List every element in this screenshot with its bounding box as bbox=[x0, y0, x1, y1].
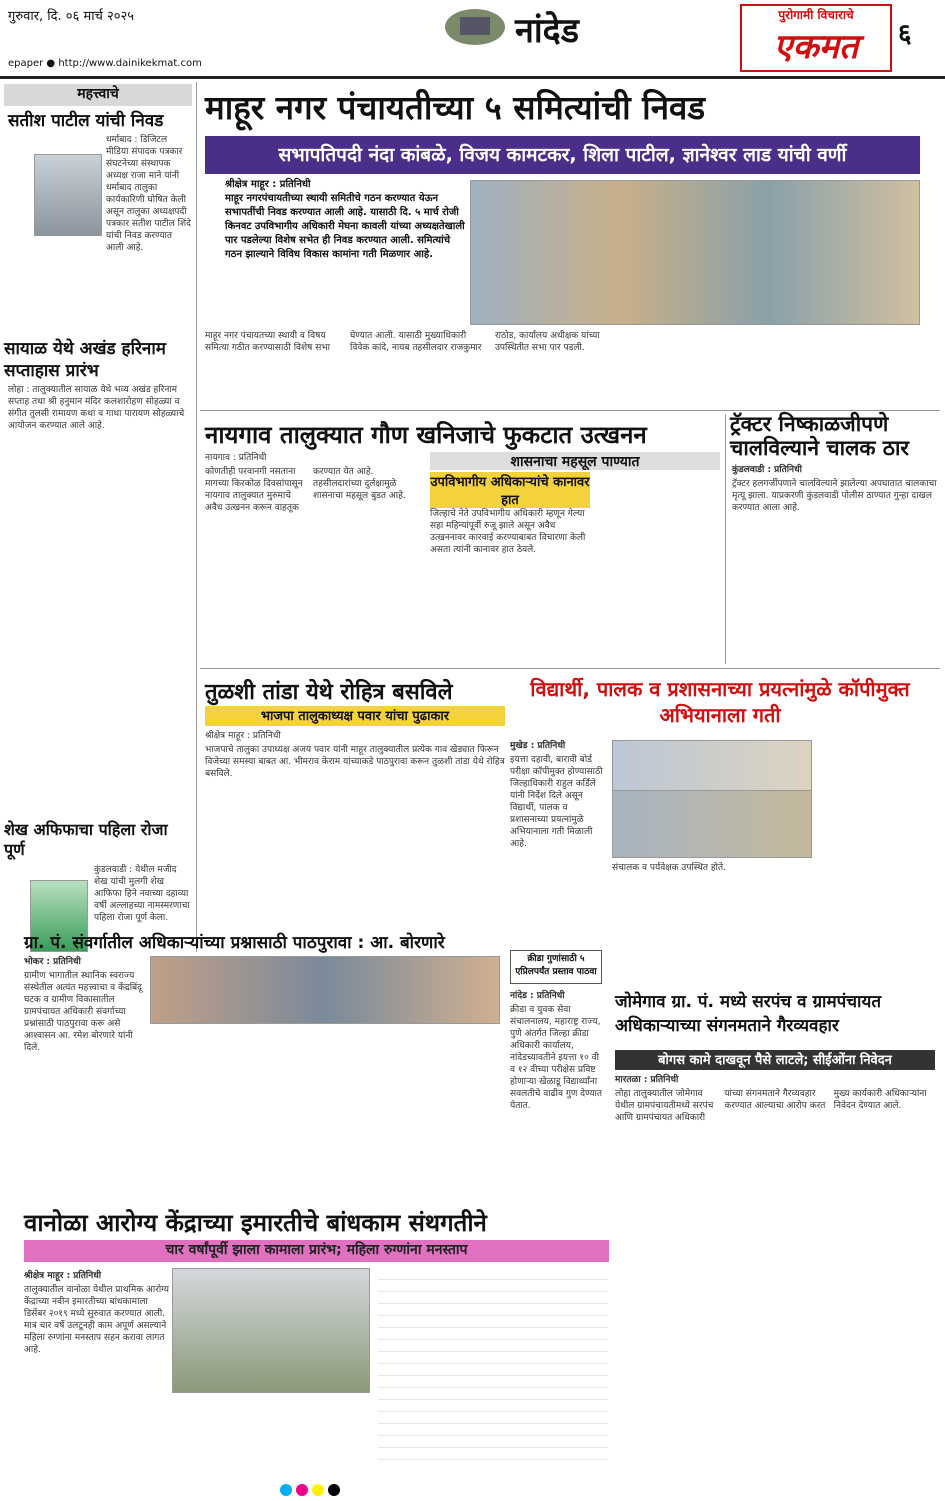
story-body: लोहा तालुक्यातील जोमेगाव येथील ग्रामपंचायतीमध्ये सरपंच आणि ग्रामपंचायत अधिकारी यांच्या संगनमताने गैरव्यवहार करण्यात आल्याचा आरोप करत मुख्य कार्यकारी अधिकाऱ्यांना निवेदन देण्यात आले. bbox=[615, 1089, 927, 1123]
story-body: ग्रामीण भागातील स्थानिक स्वराज्य संस्थेतील अत्यंत महत्त्वाचा व केंद्रबिंदू घटक व ग्रामीण विकासातील ग्रामपंचायत अधिकारी संवर्गाच्या प्रश्नांसाठी पाठपुरावा करू असे आश्वासन आ. रमेश बोरणारे यांनी दिले. bbox=[24, 971, 142, 1053]
byline: श्रीक्षेत्र माहूर : प्रतिनिधी bbox=[24, 1271, 102, 1281]
print-mark bbox=[312, 1484, 324, 1496]
story-headline[interactable]: वानोळा आरोग्य केंद्राच्या इमारतीचे बांधकाम संथगतीने bbox=[24, 1209, 487, 1237]
group-photo bbox=[150, 956, 500, 1024]
box-body: जिल्हाचे नेते उपविभागीय अधिकारी म्हणून गेल्या सहा महिन्यांपूर्वी रुजू झाले असून अवैध उत्खननावर कारवाई करण्याबाबत विचारणा केली असता त्यांनी कानावर हात ठेवले. bbox=[430, 509, 586, 555]
story-body: लोहा : तालुक्यातील सायाळ येथे भव्य अखंड हरिनाम सप्ताह तथा श्री हनुमान मंदिर कलशारोहण सोहळ्या व संगीत तुलसी रामायण कथा व गाथा पारायण सोहळ्याचे आयोजन करण्यात आले आहे. bbox=[8, 385, 185, 431]
story-body: भाजपाचे तालुका उपाध्यक्ष अजय पवार यांनी माहूर तालुक्यातील प्रत्येक गाव खेड्यात फिरून विजेच्या समस्या बाबत आ. भीमराव केराम यांच्याकडे पाठपुरावा करून तुळशी तांडा येथे रोहित्र बसविले. bbox=[205, 745, 505, 779]
story-subhead: भाजपा तालुकाध्यक्ष पवार यांचा पुढाकार bbox=[205, 706, 505, 726]
byline: श्रीक्षेत्र माहूर : प्रतिनिधी bbox=[205, 731, 281, 741]
story-headline[interactable]: शेख अफिफाचा पहिला रोजा पूर्ण bbox=[4, 820, 168, 859]
story-headline[interactable]: जोमेगाव ग्रा. पं. मध्ये सरपंच व ग्रामपंचायत अधिकाऱ्याच्या संगनमताने गैरव्यवहार bbox=[615, 992, 882, 1036]
page-number: ६ bbox=[898, 19, 912, 49]
brand-logo: एकमत bbox=[773, 27, 859, 67]
story-headline[interactable]: सायाळ येथे अखंड हरिनाम सप्ताहास प्रारंभ bbox=[4, 339, 166, 381]
byline: श्रीक्षेत्र माहूर : प्रतिनिधी bbox=[225, 179, 311, 190]
brand-tagline: पुरोगामी विचाराचे bbox=[778, 8, 854, 22]
column-divider bbox=[196, 82, 197, 952]
story-body: कोणतीही परवानगी नसताना मागच्या किरकोळ दिवसांपासून नायगाव तालुक्यात मुरुमाचे अवैध उत्खनन करून वाहतूक करण्यात येत आहे. तहसीलदारांच्या दुर्लक्षामुळे शासनाचा महसूल बुडत आहे. bbox=[205, 467, 406, 513]
story-headline[interactable]: तुळशी तांडा येथे रोहित्र बसविले bbox=[205, 680, 453, 705]
city-emblem-icon bbox=[440, 2, 510, 52]
issue-date: गुरुवार, दि. ०६ मार्च २०२५ bbox=[8, 9, 135, 24]
section-label: महत्त्वाचे bbox=[4, 84, 192, 106]
meeting-photos bbox=[470, 180, 920, 325]
story-subhead: चार वर्षांपूर्वी झाला कामाला प्रारंभ; महिला रुग्णांना मनस्ताप bbox=[24, 1240, 609, 1262]
exam-photo bbox=[612, 790, 812, 858]
main-lead bbox=[225, 178, 465, 262]
photo-caption: संचालक व पर्यवेक्षक उपस्थित होते. bbox=[612, 863, 726, 873]
story-subhead: बोगस कामे दाखवून पैसे लाटले; सीईओंना निवेदन bbox=[615, 1050, 935, 1070]
story-body: माहूर नगर पंचायतच्या स्थायी व विषय समित्या गठीत करण्यासाठी विशेष सभा घेण्यात आली. यासाठी मुख्याधिकारी विवेक कांदे, नायब तहसीलदार राजकुमार राठोड, कार्यालय अधीक्षक यांच्या उपस्थितीत सभा पार पडली. bbox=[205, 331, 600, 353]
story-headline[interactable]: नायगाव तालुक्यात गौण खनिजाचे फुकटात उत्खनन bbox=[205, 421, 647, 449]
building-photo bbox=[172, 1268, 370, 1393]
lead-text: माहूर नगरपंचायतीच्या स्थायी समितीचे गठन करण्यात येऊन सभापतींची निवड करण्यात आली आहे. यासाठी दि. ५ मार्च रोजी किनवट उपविभागीय अधिकारी मेघना कावली यांच्या अध्यक्षतेखाली पार पडलेल्या विशेष सभेत ही निवड करण्यात आली. समित्यांचे गठन झाल्याने विविध विकास कामांना गती मिळणार आहे. bbox=[225, 193, 465, 260]
main-subhead: सभापतिपदी नंदा कांबळे, विजय कामटकर, शिला पाटील, ज्ञानेश्वर लाड यांची वर्णी bbox=[205, 136, 920, 174]
story-subhead: शासनाचा महसूल पाण्यात bbox=[430, 452, 720, 470]
story-headline[interactable]: ग्रा. पं. संवर्गातील अधिकाऱ्यांच्या प्रश्नासाठी पाठपुरावा : आ. बोरणारे bbox=[24, 933, 445, 953]
story-headline[interactable]: विद्यार्थी, पालक व प्रशासनाच्या प्रयत्नांमुळे कॉपीमुक्त अभियानाला गती bbox=[530, 677, 910, 727]
epaper-url[interactable]: epaper ● http://www.dainikekmat.com bbox=[8, 58, 202, 69]
story-headline[interactable]: सतीश पाटील यांची निवड bbox=[8, 111, 164, 131]
story-body: ट्रॅक्टर हलगर्जीपणाने चालविल्याने झालेल्या अपघातात चालकाचा मृत्यू झाला. याप्रकरणी कुंडलवाडी पोलीस ठाण्यात गुन्हा दाखल करण्यात आला आहे. bbox=[732, 479, 937, 513]
byline: मारतळा : प्रतिनिधी bbox=[615, 1075, 679, 1085]
print-mark bbox=[296, 1484, 308, 1496]
main-headline[interactable]: माहूर नगर पंचायतीच्या ५ समित्यांची निवड bbox=[205, 88, 706, 127]
story-columns bbox=[378, 1268, 608, 1468]
story-body: कुंडलवाडी : येथील मजीद शेख यांची मुलगी शेख आफिफा हिने नवाच्या दहाव्या वर्षी अल्लाहच्या नामस्मरणाचा पहिला रोजा पूर्ण केला. bbox=[94, 865, 190, 923]
byline: भोकर : प्रतिनिधी bbox=[24, 957, 81, 967]
divider bbox=[200, 410, 940, 411]
story-headline[interactable]: क्रीडा गुणांसाठी ५ एप्रिलपर्यंत प्रस्ताव पाठवा bbox=[510, 950, 602, 984]
story-body: तालुक्यातील वानोळा येथील प्राथमिक आरोग्य केंद्राच्या नवीन इमारतीच्या बांधकामाला डिसेंबर २०१९ मध्ये सुरुवात करण्यात आली. मात्र चार वर्षे उलटूनही काम अपूर्ण असल्याने महिला रुग्णांना मनस्ताप सहन करावा लागत आहे. bbox=[24, 1285, 169, 1355]
byline: मुखेड : प्रतिनिधी bbox=[510, 741, 566, 751]
highlight-box bbox=[430, 472, 590, 582]
column-divider bbox=[725, 414, 726, 664]
print-mark bbox=[328, 1484, 340, 1496]
byline: कुंडलवाडी : प्रतिनिधी bbox=[732, 465, 802, 475]
story-body: इयत्ता दहावी, बारावी बोर्ड परीक्षा कॉपीमुक्त होण्यासाठी जिल्हाधिकारी राहुल कर्डिले यांनी निर्देश दिले असून विद्यार्थी, पालक व प्रशासनाच्या प्रयत्नांमुळे अभियानाला गती मिळाली आहे. bbox=[510, 755, 603, 849]
byline: नांदेड : प्रतिनिधी bbox=[510, 991, 565, 1001]
header-divider bbox=[0, 76, 945, 79]
story-headline[interactable]: ट्रॅक्टर निष्काळजीपणे चालविल्याने चालक ठार bbox=[730, 412, 909, 460]
story-body: क्रीडा व युवक सेवा संचालनालय, महाराष्ट्र राज्य, पुणे अंतर्गत जिल्हा क्रीडा अधिकारी कार्यालय, नांदेडच्यावतीने इयत्ता १० वी व १२ वीच्या परीक्षेस प्रविष्ट होणाऱ्या खेळाडू विद्यार्थ्यांना सवलतीचे वाढीव गुण देण्यात येतात. bbox=[510, 1005, 602, 1111]
story-body: धर्माबाद : डिजिटल मीडिया संपादक पत्रकार संघटनेच्या संस्थापक अध्यक्ष राजा माने यांनी धर्माबाद तालुका कार्यकारिणी घोषित केली असून तालुका अध्यक्षपदी पत्रकार सतीश पाटील शिंदे यांची निवड करण्यात आली आहे. bbox=[106, 135, 191, 253]
city-title: नांदेड bbox=[515, 11, 579, 51]
print-mark bbox=[280, 1484, 292, 1496]
box-title: उपविभागीय अधिकाऱ्यांचे कानावर हात bbox=[430, 472, 590, 508]
byline: नायगाव : प्रतिनिधी bbox=[205, 453, 267, 463]
divider bbox=[200, 668, 940, 669]
